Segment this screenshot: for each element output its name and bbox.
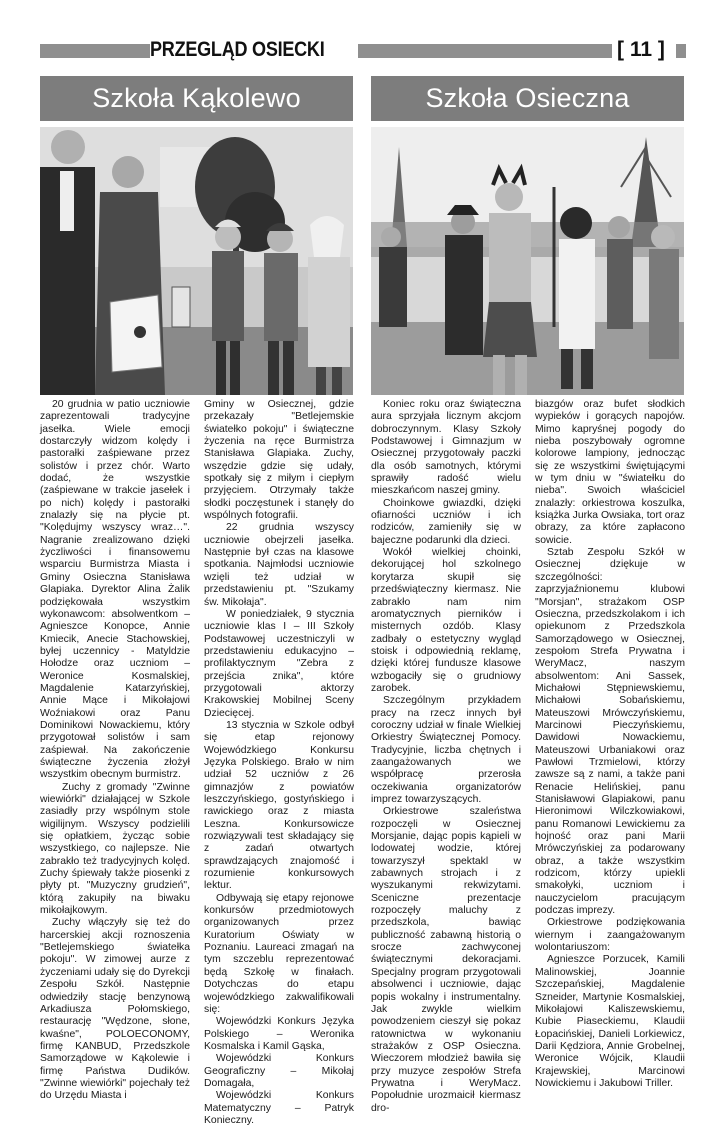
paragraph: W poniedziałek, 9 stycznia uczniowie klas I – III Szkoły Podstawowej uczestniczyli w przedstawieniu edukacyjno – profilaktycznym "Zebra z przejścia znika", które przygotowali aktorzy Krakowskiej Mobilnej Sceny Dziecięcej. <box>204 608 354 719</box>
header-bar-middle <box>358 44 612 58</box>
photo-carnival-costumes-image <box>371 127 684 395</box>
article-column-3 <box>371 399 521 1114</box>
paragraph: Gminy w Osiecznej, gdzie przekazały "Betlejemskie światełko pokoju" i świąteczne życzenia na ręce Burmistrza Stanisława Glapiaka. Zuchy, wszędzie gdzie się udały, spotkały się z miłym i ciepłym przyjęciem. Otrzymały także słodki poczęstunek i stanęły do wspólnych fotografii. <box>204 399 354 522</box>
paragraph: Orkiestrowe podziękowania wiernym i zaangażowanym wolontariuszom: <box>535 917 685 954</box>
paragraph: Agnieszce Porzucek, Kamili Malinowskiej, Joannie Szczepańskiej, Magdalenie Szneider, Martynie Kosmalskiej, Mikołajowi Kaliszewskiemu, Kubie Piaseckiemu, Klaudii Łopacińskiej, Danieli Lorkiewicz, Darii Kędziora, Annie Grobelnej, Weronice Wójcik, Klaudii Krajewskiej, Marcinowi Nowickiemu i Jakubowi Triller. <box>535 954 685 1089</box>
header-bar-left <box>40 44 150 58</box>
paragraph: Odbywają się etapy rejonowe konkursów przedmiotowych organizowanych przez Kuratorium Oświaty w Poznaniu. Laureaci zmagań na tym szczeblu reprezentować będą Szkołę w finałach. Dotychczas do etapu wojewódzkiego zakwalifikowali się: <box>204 892 354 1015</box>
paragraph: 20 grudnia w patio uczniowie zaprezentowali tradycyjne jasełka. Wiele emocji dostarczyły widzom kolędy i pastorałki zaśpiewane przez solistów i przez chór. Warto dodać, że wszystkie (zaśpiewane w trakcie jasełek i po nich) kolędy i pastorałki znalazły się na płycie pt. "Kolędujmy wszyscy wraz…". Nagranie zrealizowano dzięki życzliwości i finansowemu wsparciu Burmistrza Miasta i Gminy Osieczna Stanisława Glapiaka. Dyrektor Alina Żalik podziękowała wszystkim wykonawcom: absolwentkom – Agnieszce Konopce, Annie Kmiecik, Anecie Stachowskiej, byłej uczennicy - Matyldzie Hołodze oraz uczniom – Weronice Kosmalskiej, Magdalenie Katarzyńskiej, Annie Mące i Mikołajowi Woźniakowi oraz Panu Dominikowi Nowackiemu, który przygotował solistów i sam zaśpiewał. Na zakończenie świąteczne życzenia złożył wszystkim obecnym burmistrz. <box>40 399 190 781</box>
header-bar-right <box>676 44 686 58</box>
photo-osieczna <box>371 127 684 395</box>
paragraph: Orkiestrowe szaleństwa rozpoczęli w Osiecznej Morsjanie, dając popis kąpieli w lodowatej wodzie, której towarzyszył spektakl w zabawnych strojach i z wyszukanymi rekwizytami. Sceniczne prezentacje rozpoczęły maluchy z przedszkola, bawiąc publiczność zabawną historią o srocze zachwyconej świątecznymi dekoracjami. Specjalny program przygotowali absolwenci i uczniowie, dając popis wokalny i instrumentalny. Jak zwykle wielkim powodzeniem cieszył się pokaz ratownictwa w wykonaniu strażaków z OSP Osieczna. Wieczorem młodzież bawiła się przy muzyce zespołów Strefa Prywatna i WeryMacz. Popołudnie urozmaicił kiermasz dro- <box>371 806 521 1114</box>
paragraph: Wojewódzki Konkurs Języka Polskiego – Weronika Kosmalska i Kamil Gąska, <box>204 1016 354 1052</box>
section-heading-osieczna: Szkoła Osieczna <box>371 76 684 121</box>
paragraph: Zuchy włączyły się też do harcerskiej akcji roznoszenia "Betlejemskiego światełka pokoju". W zimowej aurze z życzeniami udały się do Dyrekcji Zespołu Szkół. Następnie odwiedziły stację benzynową Arkadiusza Połomskiego, restaurację "Wędzone, słone, kwaśne", POLOECONOMY, firmę KANBUD, Przedszkole Samorządowe w Kąkolewie i firmę Państwa Dudików. "Zwinne wiewiórki" pojechały też do Urzędu Miasta i <box>40 917 190 1102</box>
paragraph: Zuchy z gromady "Zwinne wiewiórki" działającej w Szkole zasiadły przy wspólnym stole wigilijnym. Wszyscy podzielili się opłatkiem, życząc sobie wszystkiego, co najlepsze. Nie zabrakło też tradycyjnych kolęd. Zuchy śpiewały także piosenki z płyty pt. "Muzyczny grudzień", którą zakupiły na biwaku mikołajkowym. <box>40 781 190 917</box>
paragraph: Koniec roku oraz świąteczna aura sprzyjała licznym akcjom dobroczynnym. Klasy Szkoły Podstawowej i Gimnazjum w Osiecznej przygotowały paczki dla osób samotnych, którymi sprawiły radość wielu mieszkańcom naszej gminy. <box>371 399 521 497</box>
article-column-1 <box>40 399 190 1102</box>
paragraph: Wokół wielkiej choinki, dekorującej hol szkolnego korytarza skupił się przedświąteczny kiermasz. Nie zabrakło nam nim aromatycznych pierników i misternych ozdób. Klasy zadbały o estetyczny wygląd stoisk i odpowiednią reklamę, dzięki której fundusze klasowe wzbogaciły się o grudniowy zarobek. <box>371 547 521 694</box>
page-number: [ 11 ] <box>617 38 665 61</box>
paragraph: Wojewódzki Konkurs Matematyczny – Patryk Konieczny. <box>204 1090 354 1126</box>
paragraph: biazgów oraz bufet słodkich wypieków i gorących napojów. Mimo kapryśnej pogody do nieba poszybowały ogromne kolorowe lampiony, jednocząc się ze wszystkimi świętującymi w tym dniu w "światełku do nieba". Swoich właściciel znalazły: orkiestrowa koszulka, książka Jurka Owsiaka, tort oraz obrazy, za które zapłacono sowicie. <box>535 399 685 546</box>
photo-kakolewo <box>40 127 353 395</box>
paragraph: 13 stycznia w Szkole odbył się etap rejonowy Wojewódzkiego Konkursu Języka Polskiego. Brało w nim udział 52 uczniów z 26 gimnazjów z powiatów leszczyńskiego, gostyńskiego i rawickiego oraz z miasta Leszna. Konkursowicze rozwiązywali test składający się z zadań otwartych sprawdzających znajomość i rozumienie konkursowych lektur. <box>204 719 354 892</box>
section-heading-kakolewo: Szkoła Kąkolewo <box>40 76 353 121</box>
article-column-2 <box>204 399 354 1126</box>
publication-title: PRZEGLĄD OSIECKI <box>150 38 325 61</box>
photo-children-carolers-image <box>40 127 353 395</box>
paragraph: Choinkowe gwiazdki, dzięki ofiarności uczniów i ich rodziców, zamieniły się w bajeczne podarunki dla dzieci. <box>371 497 521 546</box>
paragraph: 22 grudnia wszyscy uczniowie obejrzeli jasełka. Następnie był czas na klasowe spotkania. Najmłodsi uczniowie wzięli też udział w przedstawieniu pt. "Szukamy św. Mikołaja". <box>204 522 354 608</box>
paragraph: Sztab Zespołu Szkół w Osiecznej dziękuje w szczególności: zaprzyjaźnionemu klubowi "Morsjan", strażakom OSP Osieczna, przedszkolakom i ich opiekunom z Przedszkola Samorządowego w Osiecznej, zespołom Strefa Prywatna i WeryMacz, naszym absolwentom: Ani Sassek, Michałowi Stępniewskiemu, Michałowi Sobańskiemu, Mateuszowi Mrówczyńskiemu, Marcinowi Pieczyńskiemu, Dawidowi Nowackiemu, Mateuszowi Urbaniakowi oraz Pawłowi Trzmielowi, którzy zawsze są z nami, a także pani Renacie Helińskiej, panu Stanisławowi Glapiakowi, panu Hieronimowi Wilczkowiakowi, panu Romanowi Lewickiemu za hojność oraz pani Marii Mrówczyńskiej za podarowany obraz, a także wszystkim rodzicom, którzy upiekli smakołyki, uczniom i nauczycielom pracującym podczas imprezy. <box>535 547 685 917</box>
article-column-4 <box>535 399 685 1089</box>
paragraph: Szczególnym przykładem pracy na rzecz innych był coroczny udział w finale Wielkiej Orkiestry Świątecznej Pomocy. Tradycyjnie, liczba chętnych i zaangażowanych we współpracę przerosła oczekiwania organizatorów imprez towarzyszących. <box>371 695 521 805</box>
paragraph: Wojewódzki Konkurs Geograficzny – Mikołaj Domagała, <box>204 1053 354 1089</box>
